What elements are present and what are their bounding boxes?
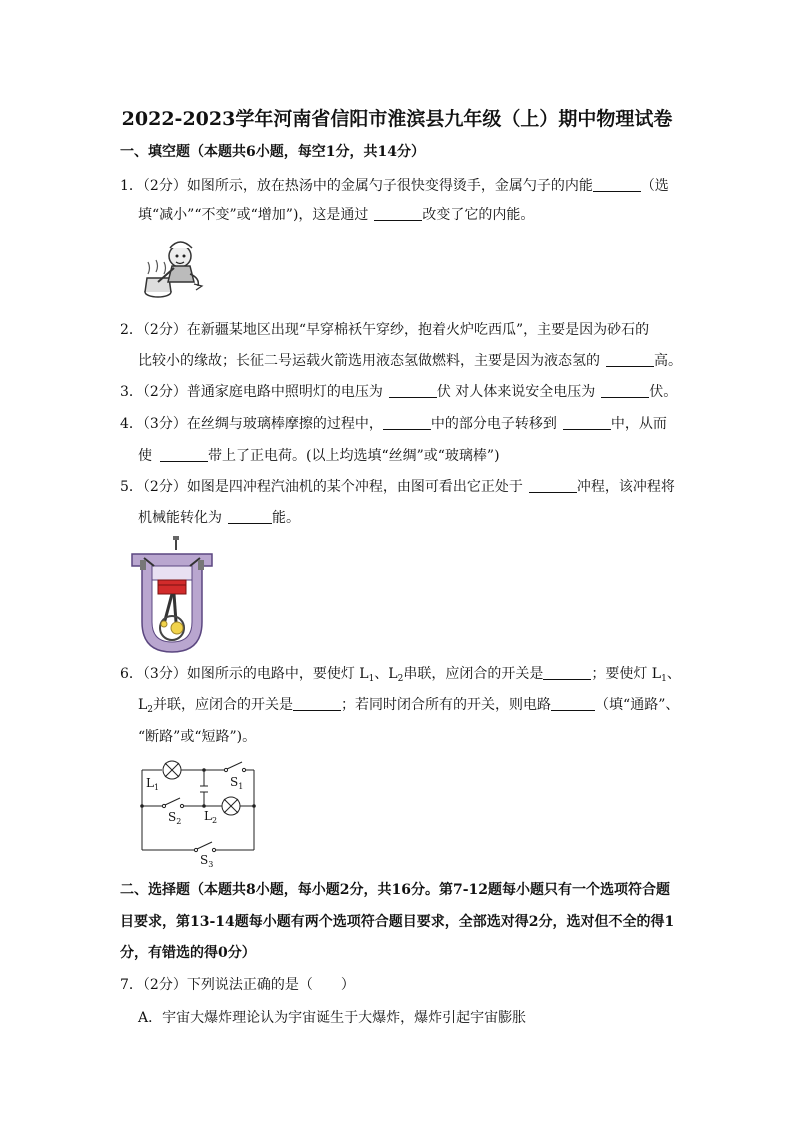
- q1-text-b: （选: [640, 178, 669, 194]
- q6-text-e: 、: [666, 666, 681, 682]
- q2-blank-1[interactable]: [606, 352, 654, 367]
- q3-blank-1[interactable]: [389, 383, 437, 398]
- q3-line: [120, 382, 677, 402]
- switch-s3-icon: [197, 842, 212, 849]
- section-2-heading-line-3: 分，有错选的得0分）: [120, 945, 256, 961]
- q6-text-f: L: [138, 697, 148, 713]
- q6-text-a: 6．（3分）如图所示的电路中，要使灯 L: [120, 666, 369, 682]
- q4-text-b: 中的部分电子转移到: [430, 416, 557, 432]
- q4-blank-3[interactable]: [160, 447, 208, 462]
- q5-blank-1[interactable]: [529, 478, 577, 493]
- q6-blank-1[interactable]: [543, 665, 591, 680]
- q5-text-b: 冲程，该冲程将: [576, 479, 675, 495]
- q6-text-b: 、L: [374, 666, 398, 682]
- q4-text-d: 使: [138, 448, 152, 464]
- exam-title: 2022-2023学年河南省信阳市淮滨县九年级（上）期中物理试卷: [121, 108, 673, 130]
- q1-line-2: [138, 205, 534, 225]
- q1-text-c: 填“减小”“不变”或“增加”)，这是通过: [138, 207, 369, 223]
- four-stroke-engine-figure: [130, 536, 214, 654]
- q4-blank-1[interactable]: [383, 415, 431, 430]
- q6-sub-3: 1: [661, 674, 667, 684]
- q2-line-2: [138, 351, 682, 371]
- q6-line-2: [138, 695, 679, 715]
- q6-text-h: ；若同时闭合所有的开关，则电路: [341, 697, 552, 713]
- q6-text-d: ；要使灯 L: [591, 666, 662, 682]
- q4-text-e: 带上了正电荷。(以上均选填“丝绸”或“玻璃棒”): [208, 448, 500, 464]
- q4-line-1: [120, 414, 667, 434]
- switch-s1-icon: [227, 762, 242, 769]
- q7-stem: 7．（2分）下列说法正确的是（ ）: [120, 977, 355, 993]
- q6-sub-4: 2: [147, 705, 154, 715]
- q6-sub-2: 2: [397, 674, 404, 684]
- q6-text-g: 并联，应闭合的开关是: [153, 697, 294, 713]
- hot-soup-spoon-figure: [138, 238, 208, 302]
- q3-text-b: 伏 对人体来说安全电压为: [436, 384, 596, 400]
- label-s1: $S_1$: [230, 775, 244, 791]
- q4-text-a: 4．（3分）在丝绸与玻璃棒摩擦的过程中，: [120, 416, 383, 432]
- q5-line-2: [138, 508, 300, 528]
- q2-line-1: 2．（2分）在新疆某地区出现“早穿棉袄午穿纱，抱着火炉吃西瓜”，主要是因为砂石的: [120, 322, 650, 338]
- q6-blank-2[interactable]: [293, 696, 341, 711]
- label-l2: $L_2$: [204, 809, 218, 825]
- circuit-diagram: [138, 760, 262, 870]
- section-1-heading: 一、填空题（本题共6小题，每空1分，共14分）: [120, 144, 425, 160]
- q6-text-i: （填“通路”、: [595, 697, 680, 713]
- q5-text-d: 能。: [272, 510, 300, 526]
- q1-blank-1[interactable]: [593, 177, 641, 192]
- q1-text-a: 1．（2分）如图所示，放在热汤中的金属勺子很快变得烫手，金属勺子的内能: [120, 178, 593, 194]
- section-2-heading-line-1: 二、选择题（本题共8小题，每小题2分，共16分。第7-12题每小题只有一个选项符合题: [120, 882, 670, 898]
- q4-text-c: 中，从而: [610, 416, 667, 432]
- q6-text-c: 串联，应闭合的开关是: [403, 666, 544, 682]
- switch-s2-icon: [165, 798, 180, 805]
- q5-line-1: [120, 477, 675, 497]
- label-s2: $S_2$: [168, 810, 182, 826]
- q1-line-1: [120, 176, 669, 196]
- q5-text-a: 5．（2分）如图是四冲程汽油机的某个冲程，由图可看出它正处于: [120, 479, 523, 495]
- section-2-heading-line-2: 目要求，第13-14题每小题有两个选项符合题目要求，全部选对得2分，选对但不全的得1: [120, 914, 675, 930]
- q4-line-2: [138, 446, 500, 466]
- q2-text-a: 比较小的缘故；长征二号运载火箭选用液态氢做燃料，主要是因为液态氢的: [138, 353, 600, 369]
- q6-blank-3[interactable]: [551, 696, 595, 711]
- q6-line-3: “断路”或“短路”)。: [138, 729, 257, 745]
- q1-text-d: 改变了它的内能。: [422, 207, 535, 223]
- q3-text-c: 伏。: [649, 384, 678, 400]
- q1-blank-2[interactable]: [374, 206, 422, 221]
- label-l1: $L_1$: [146, 776, 160, 792]
- q3-blank-2[interactable]: [601, 383, 649, 398]
- q6-sub-1: 1: [368, 674, 375, 684]
- q2-text-b: 高。: [654, 353, 682, 369]
- q7-option-a[interactable]: A．宇宙大爆炸理论认为宇宙诞生于大爆炸，爆炸引起宇宙膨胀: [138, 1010, 527, 1026]
- q3-text-a: 3．（2分）普通家庭电路中照明灯的电压为: [120, 384, 383, 400]
- q4-blank-2[interactable]: [563, 415, 611, 430]
- q5-text-c: 机械能转化为: [138, 510, 222, 526]
- label-s3: $S_3$: [200, 853, 214, 869]
- q5-blank-2[interactable]: [228, 509, 272, 524]
- q6-line-1: [120, 664, 681, 684]
